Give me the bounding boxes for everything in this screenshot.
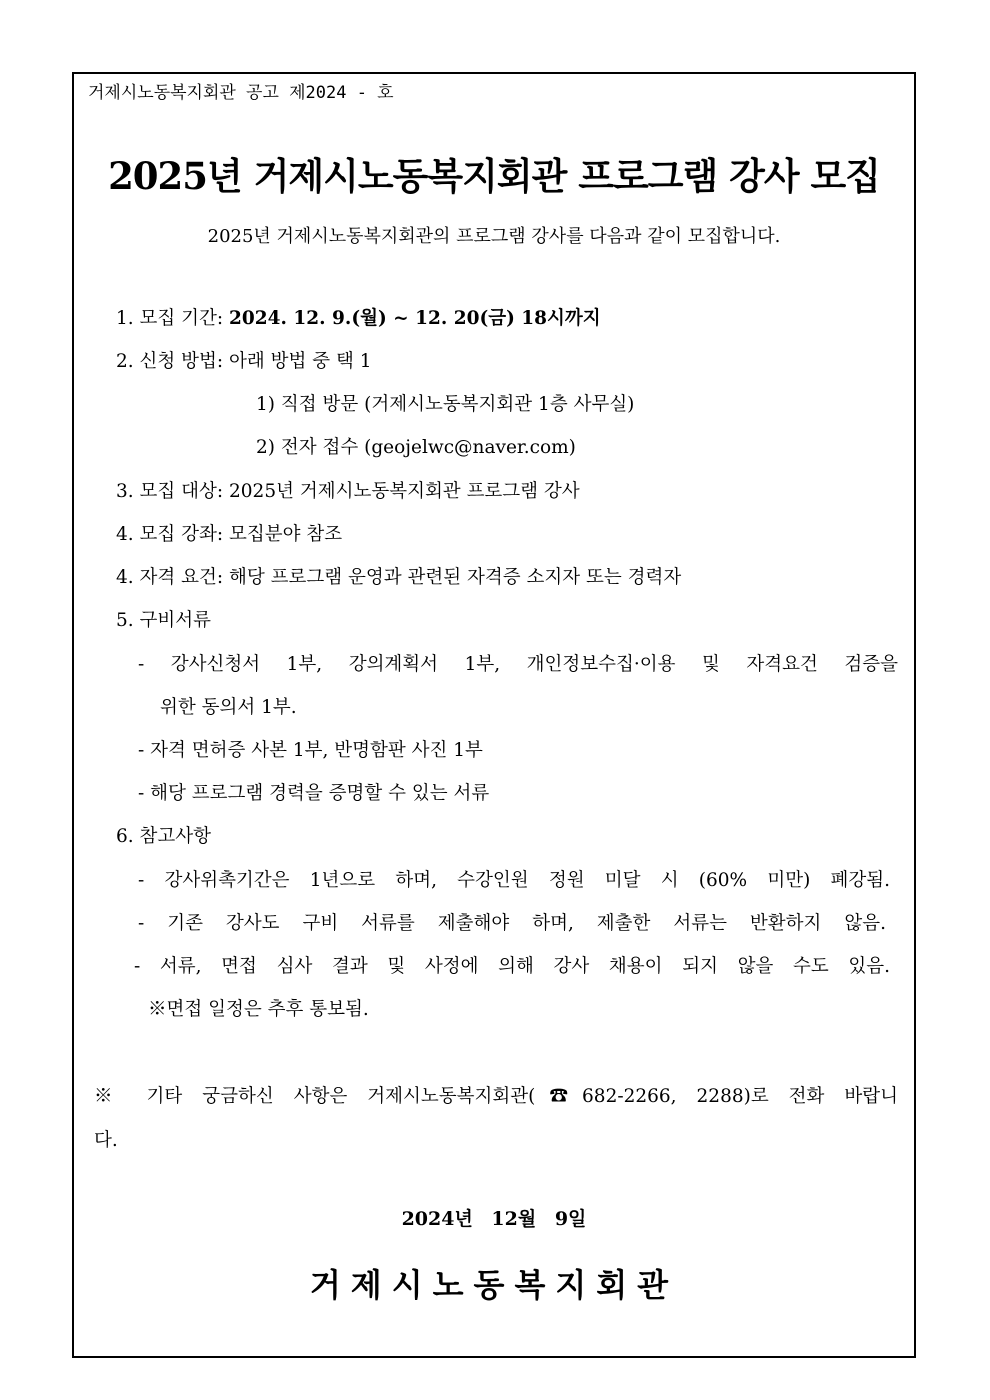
note-1: - 강사위촉기간은 1년으로 하며, 수강인원 정원 미달 시 (60% 미만) 폐강됨. xyxy=(138,870,890,891)
item-method: 2. 신청 방법: 아래 방법 중 택 1 xyxy=(116,351,372,372)
item-method-2: 2) 전자 접수 (geojelwc@naver.com) xyxy=(256,437,576,458)
doc-3: - 해당 프로그램 경력을 증명할 수 있는 서류 xyxy=(138,783,490,804)
item-period xyxy=(116,304,601,330)
notice-number: 거제시노동복지회관 공고 제2024 - 호 xyxy=(88,83,394,103)
notice-date: 2024년 12월 9일 xyxy=(401,1208,587,1230)
period-value: 2024. 12. 9.(월) ~ 12. 20(금) 18시까지 xyxy=(229,308,601,329)
doc-2: - 자격 면허증 사본 1부, 반명함판 사진 1부 xyxy=(138,740,483,761)
doc-1a: - 강사신청서 1부, 강의계획서 1부, 개인정보수집·이용 및 자격요건 검증을 xyxy=(138,654,898,675)
item-course: 4. 모집 강좌: 모집분야 참조 xyxy=(116,524,343,545)
item-target: 3. 모집 대상: 2025년 거제시노동복지회관 프로그램 강사 xyxy=(116,481,580,502)
page-title: 2025년 거제시노동복지회관 프로그램 강사 모집 xyxy=(108,154,880,198)
note-4: ※면접 일정은 추후 통보됨. xyxy=(148,999,369,1020)
item-qualification: 4. 자격 요건: 해당 프로그램 운영과 관련된 자격증 소지자 또는 경력자 xyxy=(116,567,682,588)
contact-line-1: ※ 기타 궁금하신 사항은 거제시노동복지회관(☎682-2266, 2288)로 전화 바랍니 xyxy=(94,1086,898,1107)
note-2: - 기존 강사도 구비 서류를 제출해야 하며, 제출한 서류는 반환하지 않음. xyxy=(138,913,886,934)
item-method-1: 1) 직접 방문 (거제시노동복지회관 1층 사무실) xyxy=(256,394,635,415)
intro-text: 2025년 거제시노동복지회관의 프로그램 강사를 다음과 같이 모집합니다. xyxy=(207,226,781,247)
item-notes: 6. 참고사항 xyxy=(116,826,212,847)
doc-1b: 위한 동의서 1부. xyxy=(160,697,297,718)
period-label: 1. 모집 기간: xyxy=(116,308,230,329)
contact-line-2: 다. xyxy=(94,1130,118,1151)
note-3: - 서류, 면접 심사 결과 및 사정에 의해 강사 채용이 되지 않을 수도 있음. xyxy=(134,956,890,977)
notice-frame xyxy=(72,72,916,1358)
organization-name: 거제시노동복지회관 xyxy=(309,1266,679,1304)
item-documents: 5. 구비서류 xyxy=(116,610,212,631)
